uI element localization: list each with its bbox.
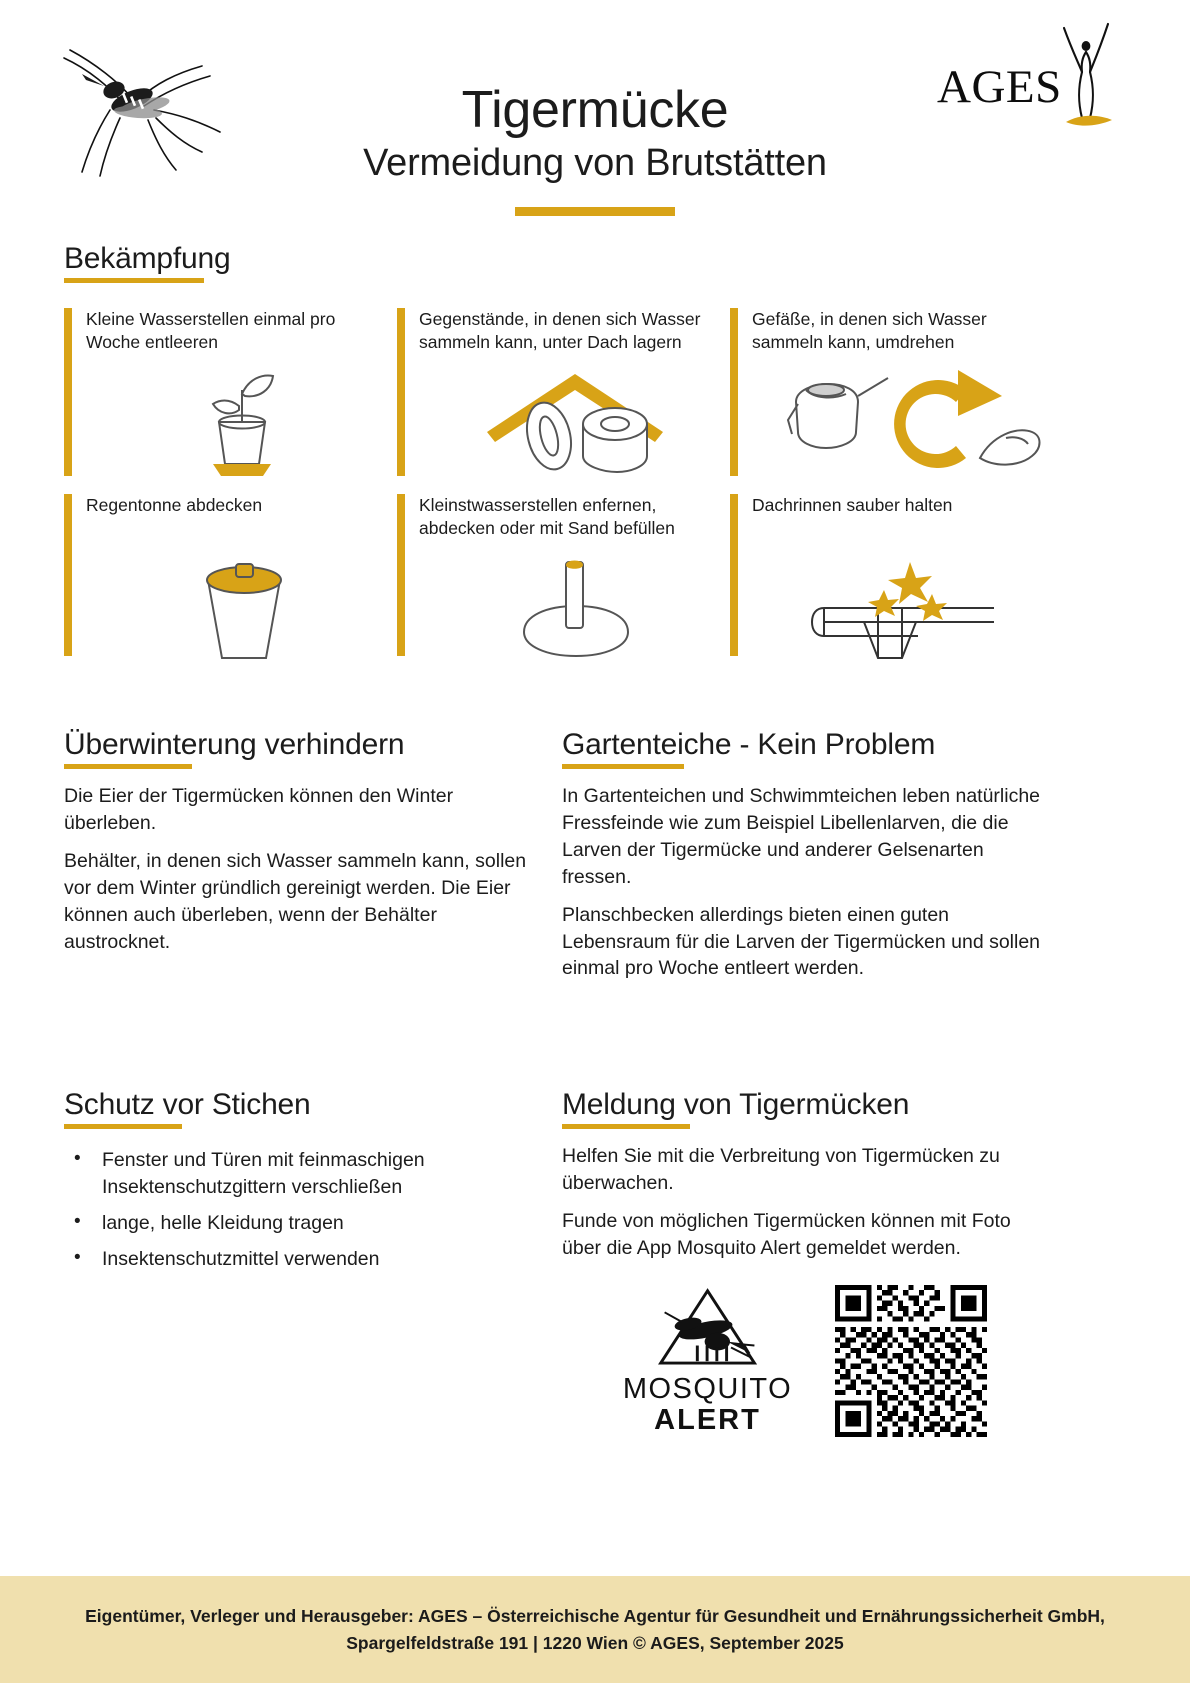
gartenteiche-heading-text: Gartenteiche - Kein Problem [562,728,936,761]
gartenteiche-heading-underline [562,764,684,769]
section-schutz [64,1088,534,1282]
schutz-bullet-list [64,1147,534,1273]
schutz-heading-underline [64,1124,182,1129]
tip-card-6-art [752,544,1063,664]
list-item: • Insektenschutzmittel verwenden [64,1246,534,1273]
card-accent-bar [397,308,405,476]
tip-card-6 [730,494,1063,664]
section-heading-gartenteiche [562,728,935,769]
ueberwinterung-heading-text: Überwinterung verhindern [64,728,405,761]
meldung-heading-text: Meldung von Tigermücken [562,1088,910,1121]
section-meldung [562,1088,1052,1273]
watering-can-rotate-icon [770,360,1045,478]
tip-card-3 [730,308,1063,478]
page-title: Tigermücke [461,81,729,139]
section-heading-meldung [562,1088,909,1129]
mosquito-alert-name-line1: MOSQUITO [622,1373,793,1406]
tip-card-3-label: Gefäße, in denen sich Wasser sammeln kann, umdrehen [752,309,987,353]
tip-card-4 [64,494,397,664]
footer-line-1: Eigentümer, Verleger und Herausgeber: AGES – Österreichische Agentur für Gesundheit und Ernährungssicherheit GmbH, [85,1605,1105,1626]
meldung-heading-underline [562,1124,690,1129]
poster-footer [0,1576,1190,1683]
title-underline [515,207,675,216]
meldung-paragraph-2: Funde von möglichen Tigermücken können mit Foto über die App Mosquito Alert gemeldet werden. [562,1209,1011,1259]
title-block [0,82,1190,216]
card-row-2 [64,494,1064,664]
clean-gutter-icon [798,546,1018,664]
schutz-heading-text: Schutz vor Stichen [64,1088,311,1121]
tip-card-3-art [752,358,1063,478]
mosquito-alert-triangle-icon [649,1285,766,1367]
page-subtitle: Vermeidung von Brutstätten [363,142,827,185]
tip-card-4-art [86,544,397,664]
ueberwinterung-heading-underline [64,764,192,769]
tip-card-6-label: Dachrinnen sauber halten [752,495,953,515]
covered-rain-barrel-icon [162,546,322,664]
section-gartenteiche [562,728,1042,993]
bekampfung-heading-underline [64,278,204,283]
tip-card-5 [397,494,730,664]
tip-card-2-art [419,358,730,478]
tip-card-1-art [86,358,397,478]
section-heading-bekampfung [64,242,230,283]
mosquito-alert-name-line2: ALERT [654,1403,761,1436]
section-heading-schutz [64,1088,311,1129]
list-item: • Fenster und Türen mit feinmaschigen Insektenschutzgittern verschließen [64,1147,534,1201]
ueberwinterung-paragraph-2: Behälter, in denen sich Wasser sammeln kann, sollen vor dem Winter gründlich gereinigt werden. Die Eier können auch überleben, wenn der Behälter austrocknet. [64,849,527,953]
card-accent-bar [730,308,738,476]
bekampfung-heading-text: Bekämpfung [64,242,231,275]
umbrella-stand-icon [490,546,660,664]
ueberwinterung-paragraph-1: Die Eier der Tigermücken können den Winter überleben. [64,785,454,834]
card-accent-bar [730,494,738,656]
tip-card-2 [397,308,730,478]
ages-logo-text: AGES [937,61,1062,113]
footer-line-2: Spargelfeldstraße 191 | 1220 Wien © AGES, September 2025 [346,1632,844,1653]
tires-under-roof-icon [475,360,675,478]
tip-card-5-art [419,544,730,664]
card-accent-bar [64,308,72,476]
card-accent-bar [397,494,405,656]
gartenteiche-paragraph-1: In Gartenteichen und Schwimmteichen leben natürliche Fressfeinde wie zum Beispiel Libellenlarven, die die Larven der Tigermücke und anderer Gelsenarten fressen. [562,785,1041,888]
tip-card-1 [64,308,397,478]
mosquito-alert-logo [620,1285,795,1436]
tip-card-5-label: Kleinstwasserstellen enfernen, abdecken oder mit Sand befüllen [419,495,675,539]
section-ueberwinterung [64,728,534,966]
tip-card-1-label: Kleine Wasserstellen einmal pro Woche entleeren [86,309,336,353]
list-item: • lange, helle Kleidung tragen [64,1210,534,1237]
card-row-1 [64,308,1064,478]
mosquito-alert-area [620,1285,987,1437]
gartenteiche-paragraph-2: Planschbecken allerdings bieten einen guten Lebensraum für die Larven der Tigermücken und sollen einmal pro Woche entleert werden. [562,903,1041,980]
qr-code-icon [835,1285,987,1437]
bekampfung-card-grid [64,308,1064,664]
tip-card-2-label: Gegenstände, in denen sich Wasser sammeln kann, unter Dach lagern [419,309,701,353]
potted-plant-saucer-icon [167,360,317,478]
section-heading-ueberwinterung [64,728,404,769]
poster-header [0,0,1190,235]
tip-card-4-label: Regentonne abdecken [86,495,263,515]
card-accent-bar [64,494,72,656]
meldung-paragraph-1: Helfen Sie mit die Verbreitung von Tigermücken zu überwachen. [562,1145,1000,1194]
